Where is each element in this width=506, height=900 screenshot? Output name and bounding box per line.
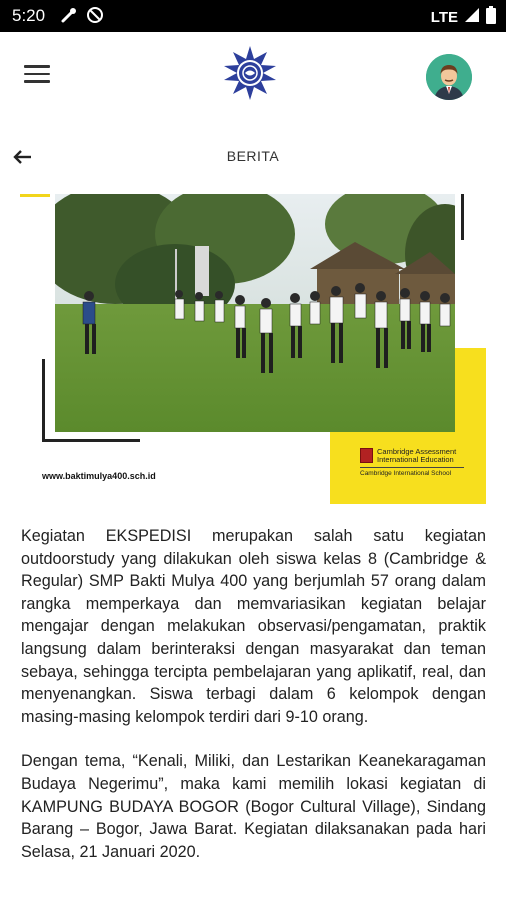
news-banner-image [20,194,486,504]
cambridge-shield-icon [360,448,373,463]
cambridge-line3: Cambridge International School [360,470,452,477]
cambridge-line2: International Education [377,455,454,464]
decor-corner-horizontal [42,439,140,442]
decor-black-line [461,194,464,240]
cambridge-badge [360,448,470,477]
user-avatar[interactable] [426,54,472,100]
decor-yellow-line [20,194,50,197]
battery-icon [486,6,496,29]
status-bar [0,0,506,32]
signal-icon [464,7,480,28]
article-body [21,525,486,885]
decor-corner-vertical [42,359,45,442]
hamburger-menu-icon[interactable] [24,65,50,87]
sync-blocked-icon [86,6,104,29]
muhammadiyah-logo [221,44,279,102]
settings-icon [60,6,78,29]
article-paragraph-1: Kegiatan EKSPEDISI merupakan salah satu kegiatan outdoorstudy yang dilakukan oleh siswa kelas 8 (Cambridge & Regular) SMP Bakti Mulya 400 yang berjumlah 57 orang dalam rangka memperkaya dan memvariasikan kegiatan belajar mengajar dengan melakukan observasi/pengamatan, praktik langsung dalam berinteraksi dengan masyarakat dan teman sebaya, sehingga tercipta pembelajaran yang aplikatif, real, dan menyenangkan. Siswa terbagi dalam 6 kelompok dengan masing-masing kelompok terdiri dari 9-10 orang. [21,527,486,726]
school-website: www.baktimulya400.sch.id [42,471,156,481]
status-time: 5:20 [12,6,46,25]
news-photo [55,194,455,432]
sub-header [0,122,506,194]
article-paragraph-2: Dengan tema, “Kenali, Miliki, dan Lestarikan Keanekaragaman Budaya Negerimu”, maka kami memilih lokasi kegiatan di KAMPUNG BUDAYA BOGOR (Bogor Cultural Village), Sindang Barang – Bogor, Jawa Barat. Kegiatan dilaksanakan pada hari Selasa, 21 Januari 2020. [21,752,486,861]
page-title: BERITA [226,148,280,164]
app-header [0,32,506,122]
network-type: LTE [430,9,458,26]
cambridge-line1: Cambridge Assessment [377,447,457,456]
